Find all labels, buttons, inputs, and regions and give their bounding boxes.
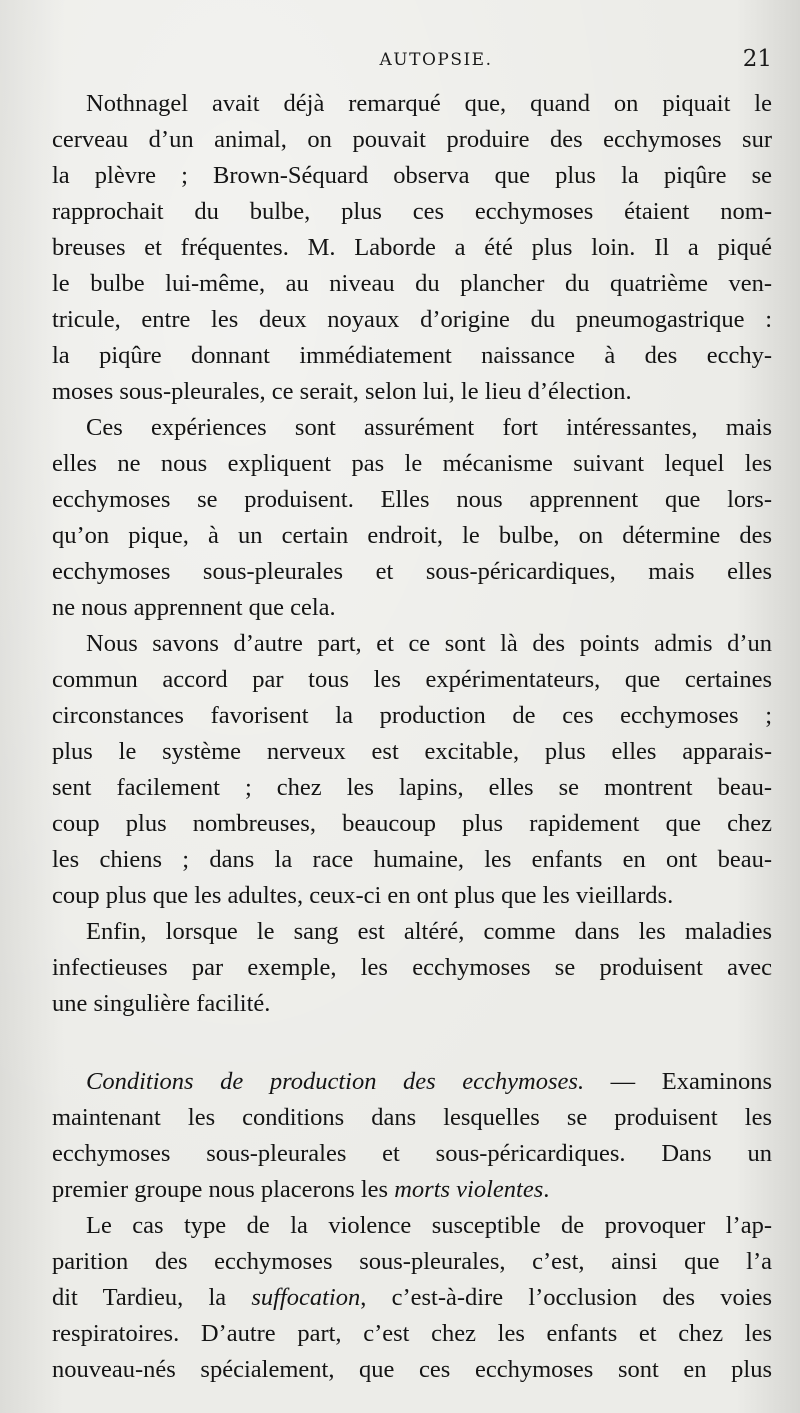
text-fragment: , c’est-à-dire l’occlusion des voies	[360, 1284, 772, 1311]
text-line: elles ne nous expliquent pas le mécanisme suivant lequel les	[52, 450, 772, 477]
page-number: 21	[742, 46, 772, 72]
text-line: Le cas type de la violence susceptible de provoquer l’ap-	[86, 1212, 772, 1239]
text-line: ecchymoses sous-pleurales et sous-péricardiques. Dans un	[52, 1140, 772, 1167]
page-header	[60, 46, 772, 76]
text-line: respiratoires. D’autre part, c’est chez les enfants et chez les	[52, 1320, 772, 1347]
text-line: nouveau-nés spécialement, que ces ecchymoses sont en plus	[52, 1356, 772, 1383]
text-line: moses sous-pleurales, ce serait, selon lui, le lieu d’élection.	[52, 378, 632, 405]
text-line: Ces expériences sont assurément fort intéressantes, mais	[86, 414, 772, 441]
text-line: circonstances favorisent la production de ces ecchymoses ;	[52, 702, 772, 729]
running-title: AUTOPSIE.	[379, 50, 493, 70]
section-heading: Conditions de production des ecchymoses.	[86, 1068, 585, 1095]
text-line: qu’on pique, à un certain endroit, le bulbe, on détermine des	[52, 522, 772, 549]
text-line	[52, 1172, 772, 1208]
text-line: la piqûre donnant immédiatement naissance à des ecchy-	[52, 342, 772, 369]
text-line: ne nous apprennent que cela.	[52, 594, 336, 621]
body-text	[52, 86, 772, 1388]
text-fragment: premier groupe nous placerons les	[52, 1176, 395, 1203]
text-line: les chiens ; dans la race humaine, les enfants en ont beau-	[52, 846, 772, 873]
text-line: coup plus que les adultes, ceux-ci en ont plus que les vieillards.	[52, 882, 674, 909]
text-fragment: dit Tardieu, la	[52, 1284, 252, 1311]
text-line: ecchymoses se produisent. Elles nous apprennent que lors-	[52, 486, 772, 513]
text-line: une singulière facilité.	[52, 990, 271, 1017]
text-line: maintenant les conditions dans lesquelles se produisent les	[52, 1104, 772, 1131]
text-line: Nothnagel avait déjà remarqué que, quand on piquait le	[86, 90, 772, 117]
text-line: tricule, entre les deux noyaux d’origine du pneumogastrique :	[52, 306, 772, 333]
emphasis: suffocation	[251, 1284, 361, 1311]
text-line: cerveau d’un animal, on pouvait produire des ecchymoses sur	[52, 126, 772, 153]
text-line	[52, 1064, 772, 1100]
text-line: la plèvre ; Brown-Séquard observa que plus la piqûre se	[52, 162, 772, 189]
text-line: rapprochait du bulbe, plus ces ecchymoses étaient nom-	[52, 198, 772, 225]
text-line: Enfin, lorsque le sang est altéré, comme dans les maladies	[86, 918, 772, 945]
text-fragment: .	[543, 1176, 550, 1203]
text-line: coup plus nombreuses, beaucoup plus rapidement que chez	[52, 810, 772, 837]
text-line: infectieuses par exemple, les ecchymoses se produisent avec	[52, 954, 772, 981]
text-line: breuses et fréquentes. M. Laborde a été plus loin. Il a piqué	[52, 234, 772, 261]
emphasis: morts violentes	[394, 1176, 544, 1203]
text-line: plus le système nerveux est excitable, plus elles apparais-	[52, 738, 772, 765]
text-line: sent facilement ; chez les lapins, elles se montrent beau-	[52, 774, 772, 801]
text-fragment: — Examinons	[584, 1068, 772, 1095]
text-line: le bulbe lui-même, au niveau du plancher du quatrième ven-	[52, 270, 772, 297]
section-gap	[52, 1022, 772, 1064]
text-line	[52, 1280, 772, 1316]
text-line: Nous savons d’autre part, et ce sont là des points admis d’un	[86, 630, 772, 657]
text-line: parition des ecchymoses sous-pleurales, c’est, ainsi que l’a	[52, 1248, 772, 1275]
text-line: ecchymoses sous-pleurales et sous-péricardiques, mais elles	[52, 558, 772, 585]
text-line: commun accord par tous les expérimentateurs, que certaines	[52, 666, 772, 693]
